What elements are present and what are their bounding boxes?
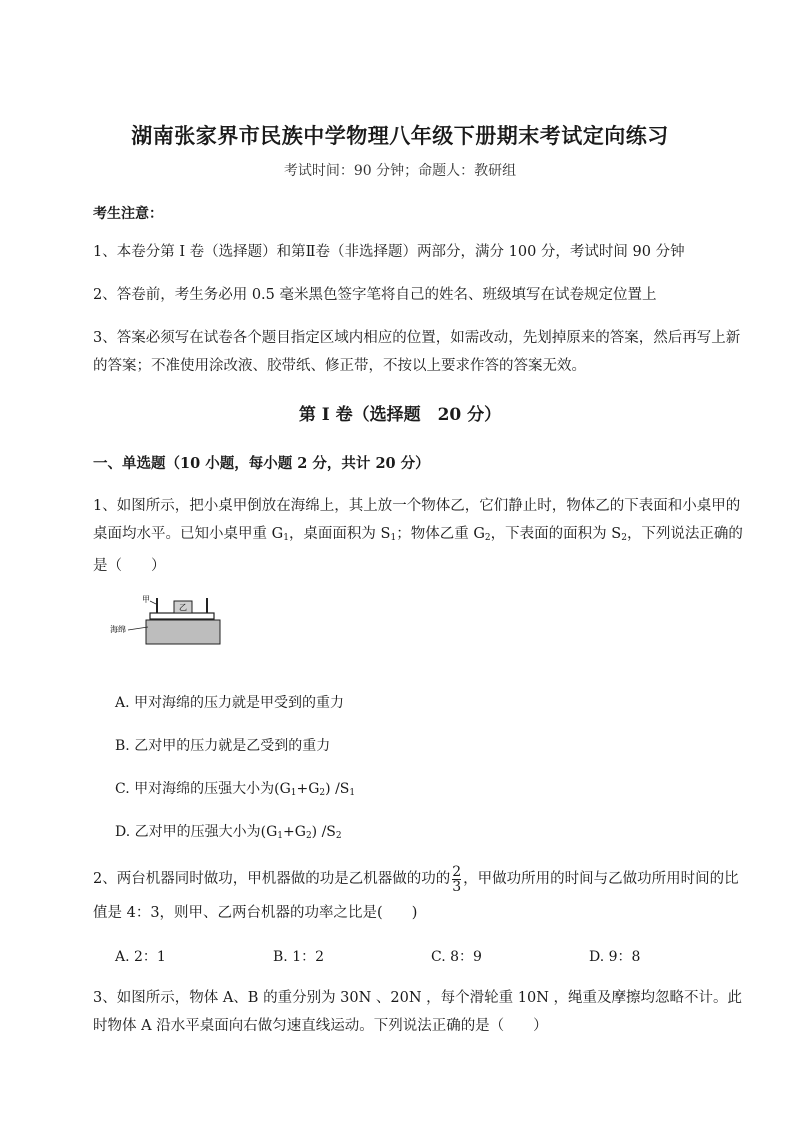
page-title: 湖南张家界市民族中学物理八年级下册期末考试定向练习: [131, 123, 669, 148]
label-jia: 甲: [142, 595, 150, 604]
q2-option-b: B. 1：2: [273, 949, 325, 965]
section-title: 第 I 卷（选择题 20 分）: [298, 405, 502, 425]
question-3-stem: 3、如图所示，物体 A、B 的重分别为 30N 、20N ，每个滑轮重 10N ，绳重及摩擦均忽略不计。此时物体 A 沿水平桌面向右做匀速直线运动。下列说法正确的是（ ）: [93, 990, 743, 1034]
q1-option-b: B. 乙对甲的压力就是乙受到的重力: [115, 738, 331, 754]
q1-option-a: A. 甲对海绵的压力就是甲受到的重力: [115, 695, 345, 711]
part-heading: 一、单选题（10 小题，每小题 2 分，共计 20 分）: [93, 455, 430, 472]
notice-heading: 考生注意：: [93, 206, 163, 222]
q2-option-c: C. 8：9: [431, 949, 482, 965]
q2-option-a: A. 2：1: [115, 949, 166, 965]
q1-option-c: C. 甲对海绵的压强大小为$(G_1+G_2)$ $/S_1$: [115, 781, 356, 798]
q1-option-d: D. 乙对甲的压强大小为$(G_1+G_2)$ $/S_2$: [115, 824, 342, 841]
sponge-table-figure: [110, 594, 225, 646]
notice-item-2: 2、答卷前，考生务必用 0.5 毫米黑色签字笔将自己的姓名、班级填写在试卷规定位置上: [93, 287, 657, 303]
notice-item-3: 3、答案必须写在试卷各个题目指定区域内相应的位置，如需改动，先划掉原来的答案，然后再写上新的答案；不准使用涂改液、胶带纸、修正带，不按以上要求作答的答案无效。: [93, 330, 741, 374]
label-yi: 乙: [179, 603, 187, 612]
question-2-stem: 2、两台机器同时做功，甲机器做的功是乙机器做的功的 $\frac{2}{3}$ ，甲做功所用的时间与乙做功所用时间的比值是 4：3，则甲、乙两台机器的功率之比是( ): [93, 863, 739, 921]
label-sponge: 海绵: [110, 625, 126, 634]
q2-option-d: D. 9：8: [589, 949, 641, 965]
q2-options: [115, 946, 755, 966]
notice-item-1: 1、本卷分第 I 卷（选择题）和第Ⅱ卷（非选择题）两部分，满分 100 分，考试时间 90 分钟: [93, 244, 685, 260]
question-1-stem: 1、如图所示，把小桌甲倒放在海绵上，其上放一个物体乙，它们静止时，物体乙的下表面和小桌甲的桌面均水平。已知小桌甲重 $G_1$，桌面面积为 $S_1$；物体乙重 $G_2$，下表面的面积为 $S_2$，下列说法正确的是（ ）: [93, 498, 743, 574]
exam-info: 考试时间：90 分钟；命题人：教研组: [283, 163, 517, 179]
fraction-two-thirds: $\frac{2}{3}$: [452, 863, 462, 895]
